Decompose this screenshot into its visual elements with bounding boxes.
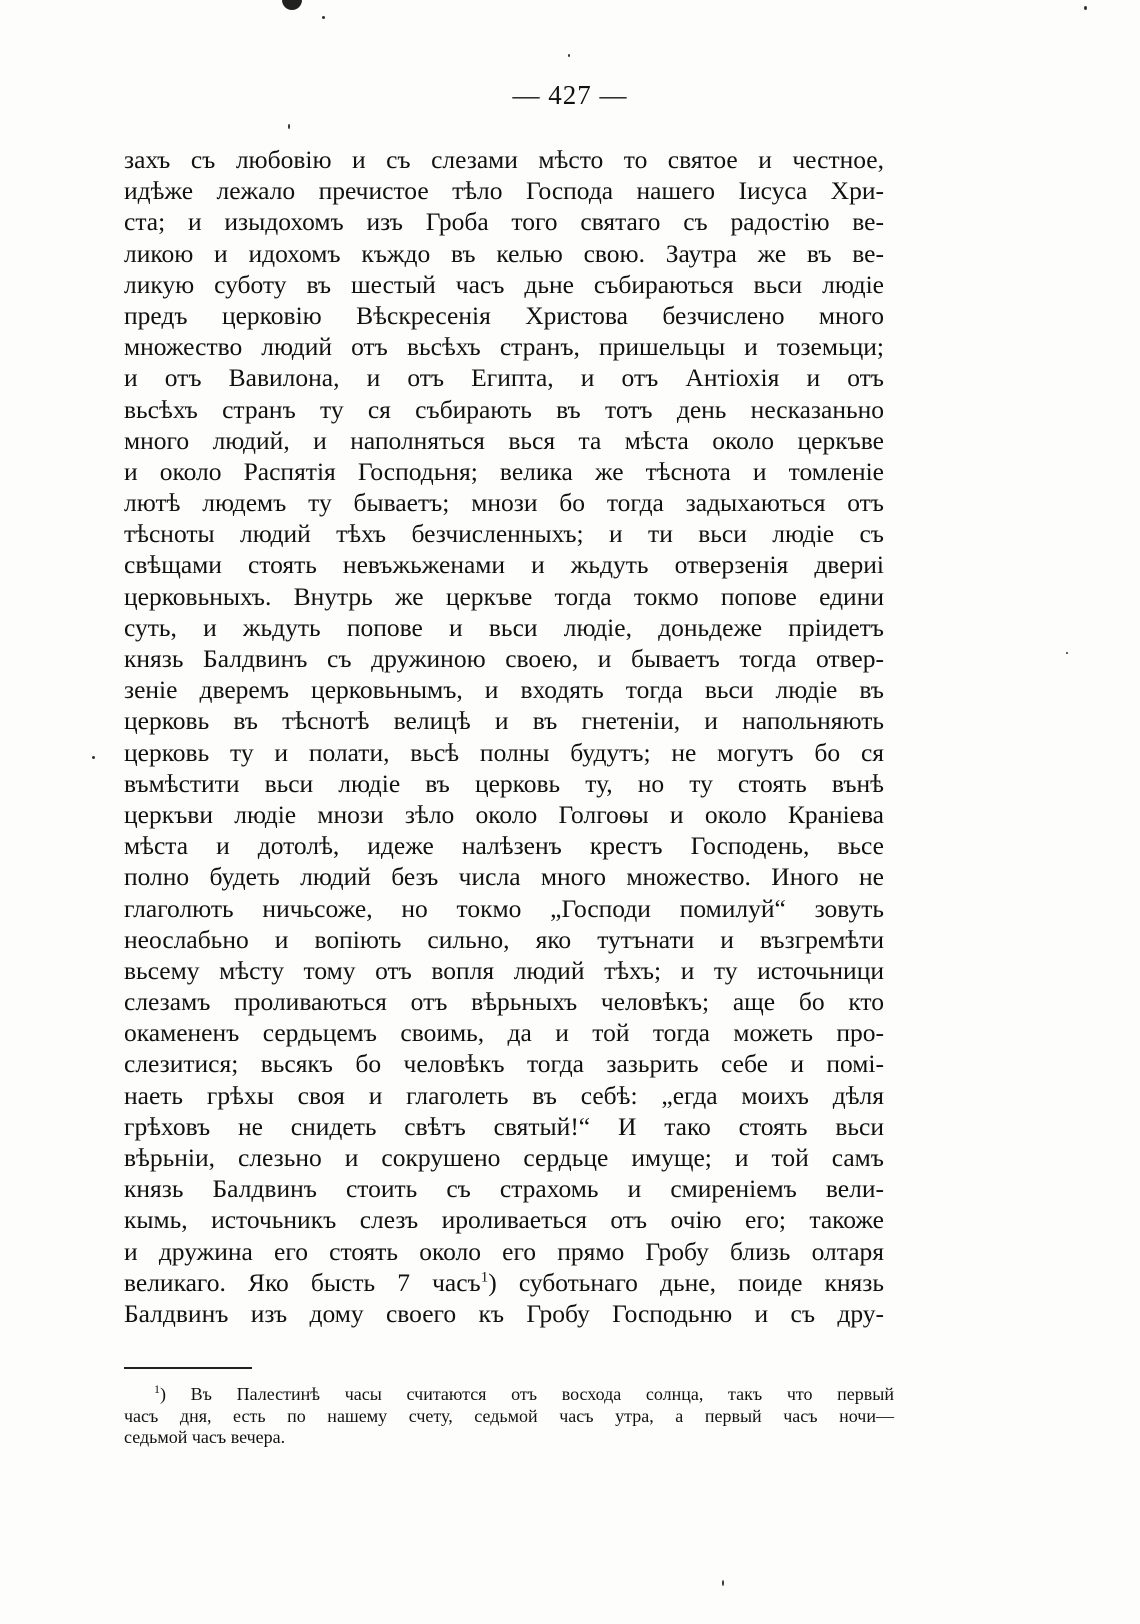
- text-line: въмѣстити вьси людіе въ церковь ту, но ту стоять вънѣ: [124, 768, 884, 798]
- text-line-with-footnote-ref: [124, 1267, 884, 1298]
- text-line: глаголють ничьсоже, но токмо „Господи помилуй“ зовуть: [124, 893, 884, 923]
- text-line: тѣсноты людий тѣхъ безчисленныхъ; и ти вьси людіе съ: [124, 519, 884, 549]
- text-segment: ) суботьнаго дьне, поиде князь: [488, 1267, 884, 1297]
- scan-speck: [1066, 652, 1068, 654]
- text-line: князь Балдвинъ съ дружиною своею, и бываетъ тогда отвер-: [124, 644, 884, 673]
- scan-mark: [282, 0, 302, 10]
- text-line: предъ церковію Вѣскресенія Христова безчислено много: [124, 300, 884, 330]
- footnote: [124, 1384, 894, 1449]
- text-line: идѣже лежало пречистое тѣло Господа нашего Іисуса Хри-: [124, 176, 884, 206]
- scan-speck: [1084, 6, 1087, 10]
- text-line: окамененъ сердьцемъ своимь, да и той тогда можеть про-: [124, 1018, 884, 1048]
- page-number: — 427 —: [512, 80, 628, 110]
- text-line: церковь ту и полати, вьсѣ полны будутъ; не могутъ бо ся: [124, 737, 884, 767]
- text-line: вьсѣхъ странъ ту ся събирають въ тотъ день несказаньно: [124, 394, 884, 424]
- scan-speck: [288, 124, 290, 129]
- text-line: слезамъ проливаються отъ вѣрьныхъ человѣкъ; аще бо кто: [124, 987, 884, 1017]
- scan-speck: [568, 54, 570, 57]
- text-line: множество людий отъ вьсѣхъ странъ, пришельцы и тоземьци;: [124, 332, 884, 362]
- text-line: наеть грѣхы своя и глаголеть въ себѣ: „егда моихъ дѣля: [124, 1080, 884, 1110]
- text-line: и отъ Вавилона, и отъ Египта, и отъ Антіохія и отъ: [124, 363, 884, 393]
- footnote-divider: [124, 1367, 252, 1369]
- scan-speck: [322, 16, 325, 19]
- text-line: мѣста и дотолѣ, идеже налѣзенъ крестъ Господень, вьсе: [124, 831, 884, 861]
- footnote-reference: 1: [480, 1269, 489, 1286]
- text-line: слезитися; вьсякъ бо человѣкъ тогда зазьрить себе и помі-: [124, 1049, 884, 1079]
- footnote-marker: 1: [154, 1382, 160, 1396]
- text-line: полно будеть людий безъ числа много множество. Иного не: [124, 862, 884, 892]
- text-line: неослабьно и вопіють сильно, яко тутънати и възгремѣти: [124, 924, 884, 954]
- footnote-line: [124, 1384, 894, 1406]
- text-segment: великаго. Яко бысть 7 часъ: [124, 1267, 481, 1297]
- text-line: ста; и изыдохомъ изъ Гроба того святаго съ радостію ве-: [124, 207, 884, 237]
- footnote-text: ) Въ Палестинѣ часы считаются отъ восхода солнца, такъ что первый: [160, 1384, 894, 1404]
- text-line: кымь, источьникъ слезъ ироливаеться отъ очію его; такоже: [124, 1205, 884, 1235]
- text-line: князь Балдвинъ стоить съ страхомь и смиреніемъ вели-: [124, 1174, 884, 1204]
- text-line: вьсему мѣсту тому отъ вопля людий тѣхъ; и ту источьници: [124, 955, 884, 985]
- text-line: церковь въ тѣснотѣ велицѣ и въ гнетеніи, и напольняють: [124, 706, 884, 736]
- text-line: зеніе дверемъ церковьнымъ, и входять тогда вьси людіе въ: [124, 675, 884, 705]
- text-line: вѣрьніи, слезьно и сокрушено сердьце имуще; и той самъ: [124, 1143, 884, 1172]
- text-line: захъ съ любовію и съ слезами мѣсто то святое и честное,: [124, 145, 884, 174]
- scan-speck: [722, 1580, 724, 1586]
- text-line: и дружина его стоять около его прямо Гробу близь олтаря: [124, 1236, 884, 1266]
- scan-speck: [92, 756, 95, 759]
- text-line: грѣховъ не снидеть свѣтъ святый!“ И тако стоять вьси: [124, 1111, 884, 1141]
- text-line: Балдвинъ изъ дому своего къ Гробу Господьню и съ дру-: [124, 1298, 884, 1328]
- text-line: ликою и идохомъ къждо въ келью свою. Заутра же въ ве-: [124, 238, 884, 268]
- text-line: ликую суботу въ шестый часъ дьне събираються вьси людіе: [124, 269, 884, 299]
- footnote-line: седьмой часъ вечера.: [124, 1427, 286, 1447]
- text-line: церковьныхъ. Внутрь же церкъве тогда токмо попове едини: [124, 581, 884, 611]
- footnote-line: часъ дня, есть по нашему счету, седьмой часъ утра, а первый часъ ночи—: [124, 1405, 894, 1426]
- text-line: лютѣ людемъ ту бываетъ; мнози бо тогда задыхаються отъ: [124, 488, 884, 518]
- text-line: церкъви людіе мнози зѣло около Голгоѳы и около Краніева: [124, 799, 884, 829]
- text-line: много людий, и наполняться вься та мѣста около церкъве: [124, 425, 884, 455]
- body-text: [124, 144, 884, 1329]
- text-line: суть, и жьдуть попове и вьси людіе, доньдеже пріидетъ: [124, 612, 884, 642]
- text-line: и около Распятія Господьня; велика же тѣснота и томленіе: [124, 456, 884, 486]
- text-line: свѣщами стоять невъжьженами и жьдуть отверзенія двериі: [124, 550, 884, 580]
